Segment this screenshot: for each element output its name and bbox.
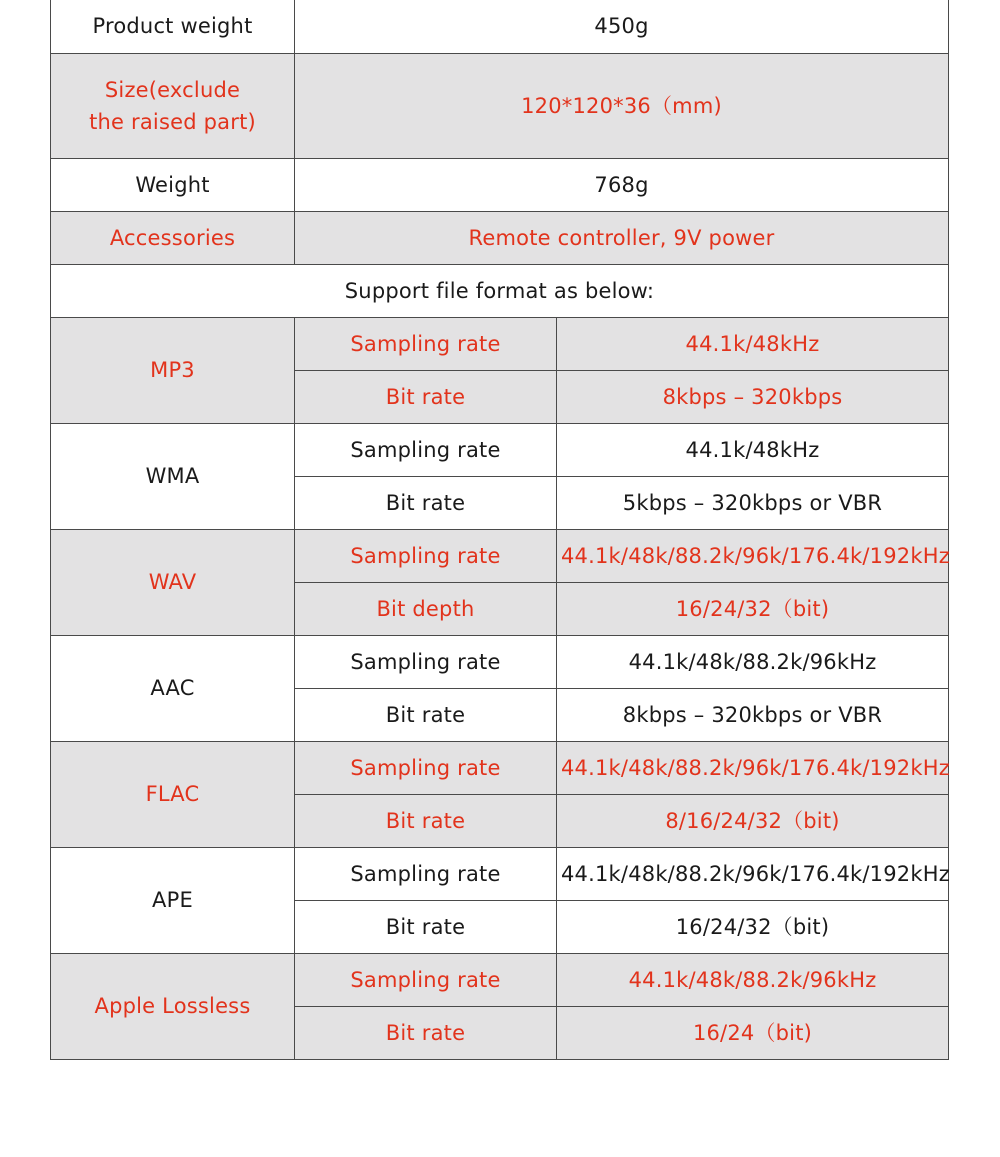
format-param-value: 5kbps – 320kbps or VBR xyxy=(557,476,949,529)
format-param-label: Bit rate xyxy=(295,900,557,953)
format-name: APE xyxy=(51,847,295,953)
size-label xyxy=(51,53,295,158)
product-weight-label: Product weight xyxy=(51,0,295,53)
format-param-label: Sampling rate xyxy=(295,741,557,794)
format-name: WAV xyxy=(51,529,295,635)
format-row-sampling xyxy=(51,847,949,900)
format-param-label: Sampling rate xyxy=(295,635,557,688)
weight-label: Weight xyxy=(51,158,295,211)
format-name: Apple Lossless xyxy=(51,953,295,1059)
format-param-label: Sampling rate xyxy=(295,317,557,370)
format-param-label: Bit rate xyxy=(295,476,557,529)
size-label-line1: Size(exclude xyxy=(104,77,241,102)
format-row-sampling xyxy=(51,953,949,1006)
format-name: FLAC xyxy=(51,741,295,847)
format-param-value: 16/24（bit) xyxy=(557,1006,949,1059)
format-name: WMA xyxy=(51,423,295,529)
format-param-value: 8/16/24/32（bit) xyxy=(557,794,949,847)
row-accessories xyxy=(51,211,949,264)
format-name: MP3 xyxy=(51,317,295,423)
format-param-value: 44.1k/48kHz xyxy=(557,317,949,370)
format-param-value: 8kbps – 320kbps xyxy=(557,370,949,423)
row-size xyxy=(51,53,949,158)
format-name: AAC xyxy=(51,635,295,741)
size-value: 120*120*36（mm) xyxy=(295,53,949,158)
format-param-value: 16/24/32（bit) xyxy=(557,582,949,635)
format-row-sampling xyxy=(51,529,949,582)
row-product-weight xyxy=(51,0,949,53)
size-label-line2: the raised part) xyxy=(89,109,256,134)
format-row-sampling xyxy=(51,317,949,370)
format-param-value: 44.1k/48k/88.2k/96kHz xyxy=(557,635,949,688)
spec-table xyxy=(50,0,949,1060)
format-param-value: 44.1k/48k/88.2k/96k/176.4k/192kHz xyxy=(557,529,949,582)
accessories-value: Remote controller, 9V power xyxy=(295,211,949,264)
format-param-label: Sampling rate xyxy=(295,423,557,476)
format-param-label: Sampling rate xyxy=(295,529,557,582)
format-param-value: 44.1k/48k/88.2k/96k/176.4k/192kHz xyxy=(557,741,949,794)
format-param-label: Bit rate xyxy=(295,688,557,741)
format-row-sampling xyxy=(51,741,949,794)
product-weight-value: 450g xyxy=(295,0,949,53)
support-heading: Support file format as below: xyxy=(51,264,949,317)
format-row-sampling xyxy=(51,423,949,476)
format-param-value: 8kbps – 320kbps or VBR xyxy=(557,688,949,741)
format-param-label: Bit depth xyxy=(295,582,557,635)
weight-value: 768g xyxy=(295,158,949,211)
format-param-value: 44.1k/48k/88.2k/96kHz xyxy=(557,953,949,1006)
row-weight xyxy=(51,158,949,211)
format-row-sampling xyxy=(51,635,949,688)
format-param-label: Bit rate xyxy=(295,370,557,423)
format-param-label: Bit rate xyxy=(295,794,557,847)
format-param-label: Bit rate xyxy=(295,1006,557,1059)
format-param-label: Sampling rate xyxy=(295,953,557,1006)
accessories-label: Accessories xyxy=(51,211,295,264)
format-param-label: Sampling rate xyxy=(295,847,557,900)
format-param-value: 44.1k/48k/88.2k/96k/176.4k/192kHz xyxy=(557,847,949,900)
row-support-heading xyxy=(51,264,949,317)
format-param-value: 16/24/32（bit) xyxy=(557,900,949,953)
format-param-value: 44.1k/48kHz xyxy=(557,423,949,476)
